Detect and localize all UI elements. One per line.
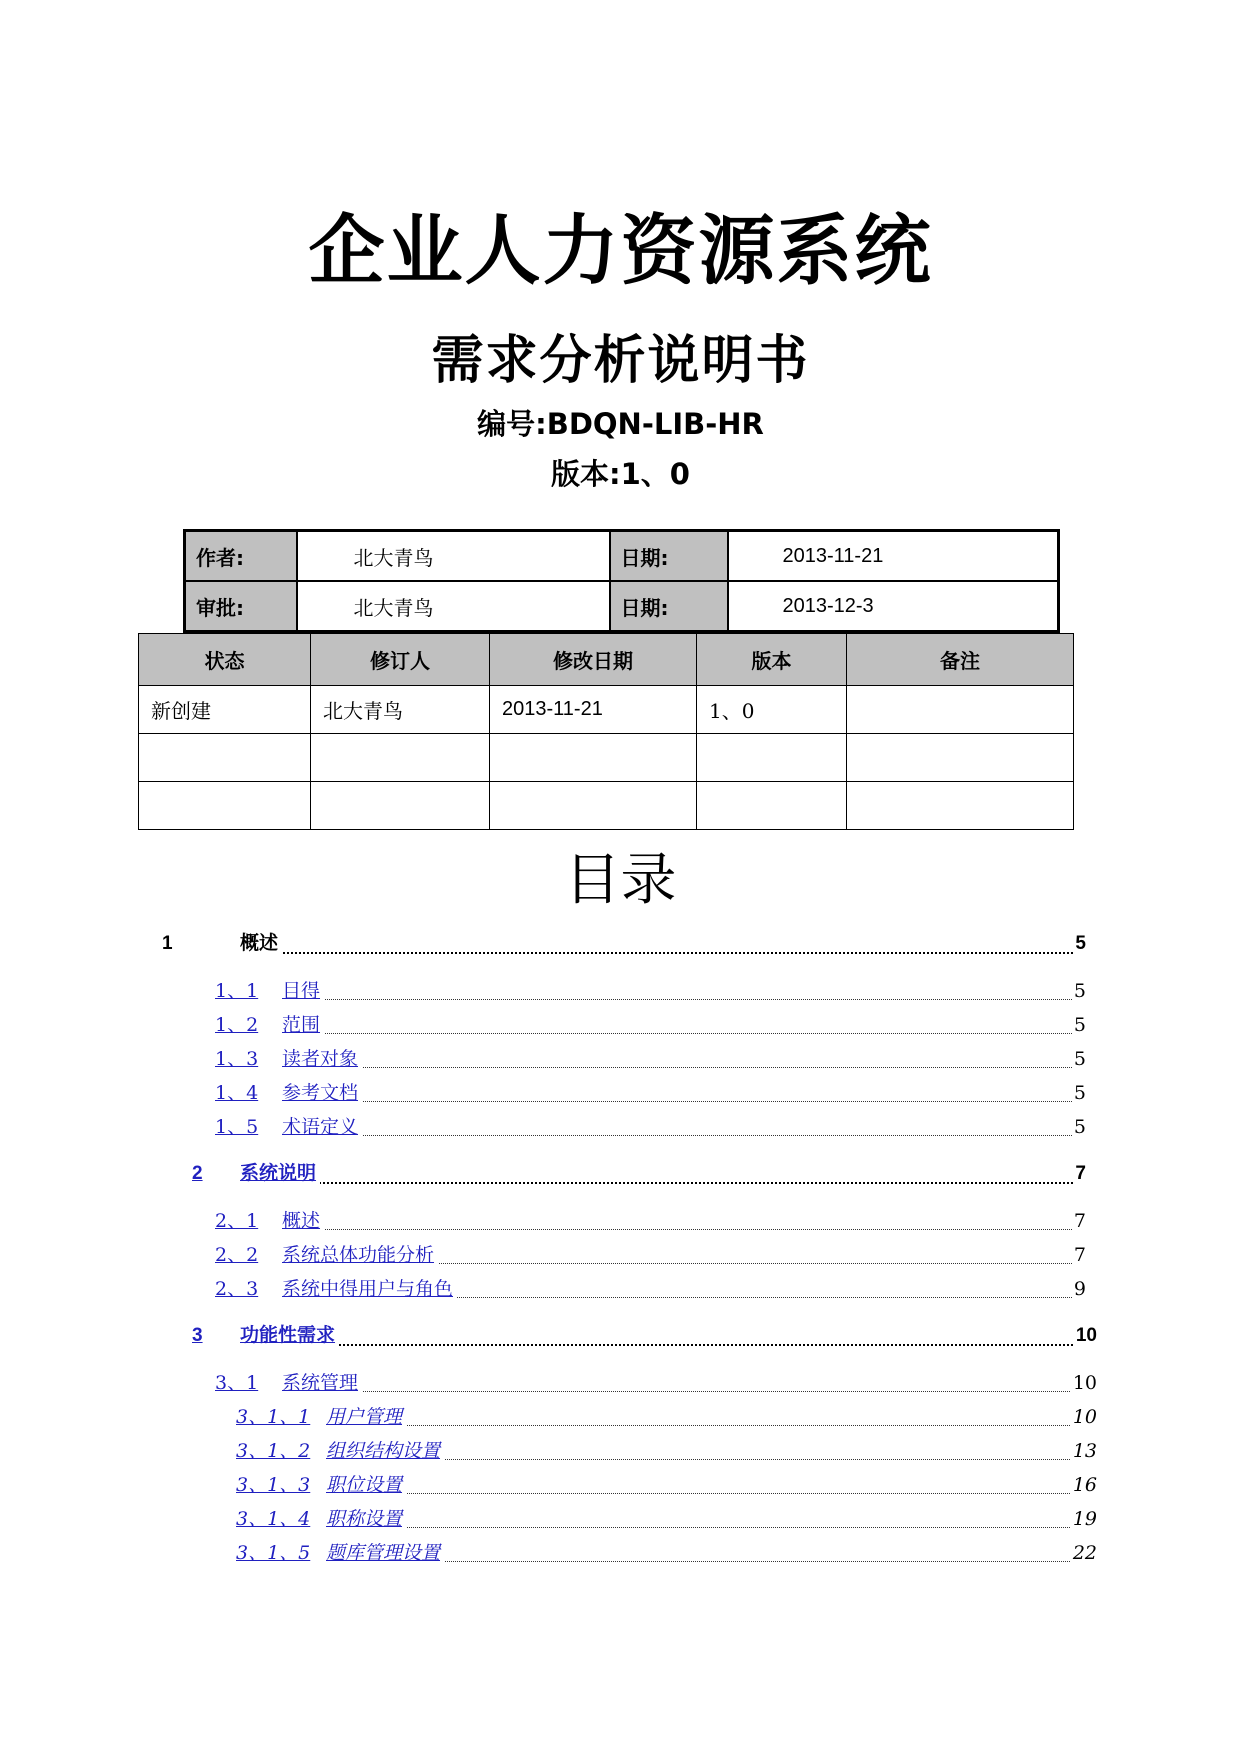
table-cell bbox=[311, 782, 490, 830]
toc-entry[interactable] bbox=[0, 1507, 1241, 1531]
toc-page: 5 bbox=[1073, 1014, 1086, 1036]
toc-page: 5 bbox=[1073, 1082, 1086, 1104]
toc-number[interactable]: 1、4 bbox=[215, 1082, 259, 1104]
toc-entry[interactable] bbox=[0, 1047, 1241, 1071]
table-cell bbox=[847, 782, 1074, 830]
table-cell: 北大青鸟 bbox=[311, 686, 490, 734]
document-title: 企业人力资源系统 bbox=[308, 206, 933, 295]
toc-page: 5 bbox=[1073, 1048, 1086, 1070]
revision-header-row bbox=[139, 634, 1074, 686]
document-version: 版本:1、0 bbox=[551, 457, 690, 491]
table-row bbox=[139, 734, 1074, 782]
toc-number[interactable]: 3、1、2 bbox=[236, 1440, 311, 1462]
toc-number[interactable]: 2、2 bbox=[215, 1244, 259, 1266]
approver-value: 北大青鸟 bbox=[297, 581, 610, 632]
toc-link[interactable]: 读者对象 bbox=[282, 1047, 362, 1071]
toc-number[interactable]: 1、3 bbox=[215, 1048, 259, 1070]
toc-entry[interactable] bbox=[0, 1473, 1241, 1497]
toc-number[interactable]: 2 bbox=[192, 1163, 203, 1184]
table-row bbox=[139, 782, 1074, 830]
toc-page: 7 bbox=[1073, 1210, 1086, 1232]
toc-number[interactable]: 2、1 bbox=[215, 1210, 259, 1232]
toc-entry[interactable] bbox=[0, 1405, 1241, 1429]
toc-number[interactable]: 3、1、5 bbox=[236, 1542, 311, 1564]
toc-entry[interactable] bbox=[0, 1243, 1241, 1267]
toc-page: 7 bbox=[1075, 1163, 1086, 1184]
revision-table bbox=[138, 633, 1074, 830]
toc-page: 5 bbox=[1073, 1116, 1086, 1138]
toc-link[interactable]: 目得 bbox=[282, 979, 324, 1003]
toc-link[interactable]: 组织结构设置 bbox=[326, 1439, 444, 1463]
toc-link[interactable]: 用户管理 bbox=[326, 1405, 406, 1429]
column-header: 备注 bbox=[847, 634, 1074, 686]
toc-page: 13 bbox=[1072, 1440, 1097, 1462]
toc-number[interactable]: 3、1、3 bbox=[236, 1474, 311, 1496]
toc-page: 10 bbox=[1072, 1372, 1097, 1394]
approver-label: 审批: bbox=[185, 581, 297, 632]
column-header: 版本 bbox=[697, 634, 847, 686]
document-subtitle: 需求分析说明书 bbox=[431, 331, 810, 391]
table-cell bbox=[697, 734, 847, 782]
table-row bbox=[139, 686, 1074, 734]
toc-link[interactable]: 系统中得用户与角色 bbox=[282, 1277, 457, 1301]
toc-entry[interactable] bbox=[0, 1277, 1241, 1301]
toc-page: 16 bbox=[1072, 1474, 1097, 1496]
table-cell bbox=[847, 686, 1074, 734]
column-header: 状态 bbox=[139, 634, 311, 686]
author-row bbox=[185, 531, 1059, 582]
toc-link[interactable]: 范围 bbox=[282, 1013, 324, 1037]
toc-page: 5 bbox=[1075, 933, 1086, 954]
document-number: 编号:BDQN-LIB-HR bbox=[477, 407, 764, 441]
toc-text: 概述 bbox=[240, 932, 282, 956]
toc-entry[interactable] bbox=[0, 1115, 1241, 1139]
toc-number[interactable]: 1、2 bbox=[215, 1014, 259, 1036]
toc-entry[interactable] bbox=[0, 1541, 1241, 1565]
toc-entry[interactable] bbox=[0, 1013, 1241, 1037]
table-cell: 新创建 bbox=[139, 686, 311, 734]
toc-entry[interactable] bbox=[0, 979, 1241, 1003]
toc-page: 7 bbox=[1073, 1244, 1086, 1266]
table-cell bbox=[697, 782, 847, 830]
toc-page: 10 bbox=[1075, 1325, 1097, 1346]
table-cell bbox=[490, 782, 697, 830]
toc-link[interactable]: 职位设置 bbox=[326, 1473, 406, 1497]
table-cell bbox=[847, 734, 1074, 782]
approval-date-value: 2013-12-3 bbox=[728, 581, 1059, 632]
column-header: 修订人 bbox=[311, 634, 490, 686]
toc-link[interactable]: 题库管理设置 bbox=[326, 1541, 444, 1565]
table-cell bbox=[139, 734, 311, 782]
toc-link[interactable]: 系统总体功能分析 bbox=[282, 1243, 438, 1267]
toc-title: 目录 bbox=[564, 848, 677, 913]
toc-link[interactable]: 系统说明 bbox=[240, 1162, 320, 1186]
table-cell: 2013-11-21 bbox=[490, 686, 697, 734]
toc-entry[interactable] bbox=[0, 1439, 1241, 1463]
toc-page: 22 bbox=[1072, 1542, 1097, 1564]
toc-entry[interactable] bbox=[0, 1324, 1241, 1348]
toc-link[interactable]: 术语定义 bbox=[282, 1115, 362, 1139]
toc-link[interactable]: 系统管理 bbox=[282, 1371, 362, 1395]
table-cell: 1、0 bbox=[697, 686, 847, 734]
toc-link[interactable]: 职称设置 bbox=[326, 1507, 406, 1531]
toc-number[interactable]: 3、1、1 bbox=[236, 1406, 311, 1428]
toc-entry[interactable] bbox=[0, 1081, 1241, 1105]
toc-page: 5 bbox=[1073, 980, 1086, 1002]
toc-link[interactable]: 功能性需求 bbox=[240, 1324, 339, 1348]
approval-date-label: 日期: bbox=[610, 581, 728, 632]
toc-entry[interactable] bbox=[0, 1209, 1241, 1233]
table-cell bbox=[311, 734, 490, 782]
author-value: 北大青鸟 bbox=[297, 531, 610, 582]
table-cell bbox=[490, 734, 697, 782]
toc-page: 9 bbox=[1073, 1278, 1086, 1300]
toc-page: 10 bbox=[1072, 1406, 1097, 1428]
toc-entry bbox=[0, 932, 1241, 956]
toc-number[interactable]: 3、1、4 bbox=[236, 1508, 311, 1530]
toc-number: 1 bbox=[162, 933, 173, 954]
approver-row bbox=[185, 581, 1059, 632]
toc-number[interactable]: 1、1 bbox=[215, 980, 259, 1002]
toc-number[interactable]: 3、1 bbox=[215, 1372, 259, 1394]
date-value: 2013-11-21 bbox=[728, 531, 1059, 582]
author-info-table bbox=[183, 529, 1060, 633]
table-cell bbox=[139, 782, 311, 830]
toc-entry[interactable] bbox=[0, 1371, 1241, 1395]
toc-page: 19 bbox=[1072, 1508, 1097, 1530]
toc-entry[interactable] bbox=[0, 1162, 1241, 1186]
toc-link[interactable]: 参考文档 bbox=[282, 1081, 362, 1105]
toc-link[interactable]: 概述 bbox=[282, 1209, 324, 1233]
date-label: 日期: bbox=[610, 531, 728, 582]
toc-number[interactable]: 1、5 bbox=[215, 1116, 259, 1138]
author-label: 作者: bbox=[185, 531, 297, 582]
toc-number[interactable]: 2、3 bbox=[215, 1278, 259, 1300]
column-header: 修改日期 bbox=[490, 634, 697, 686]
toc-number[interactable]: 3 bbox=[192, 1325, 203, 1346]
